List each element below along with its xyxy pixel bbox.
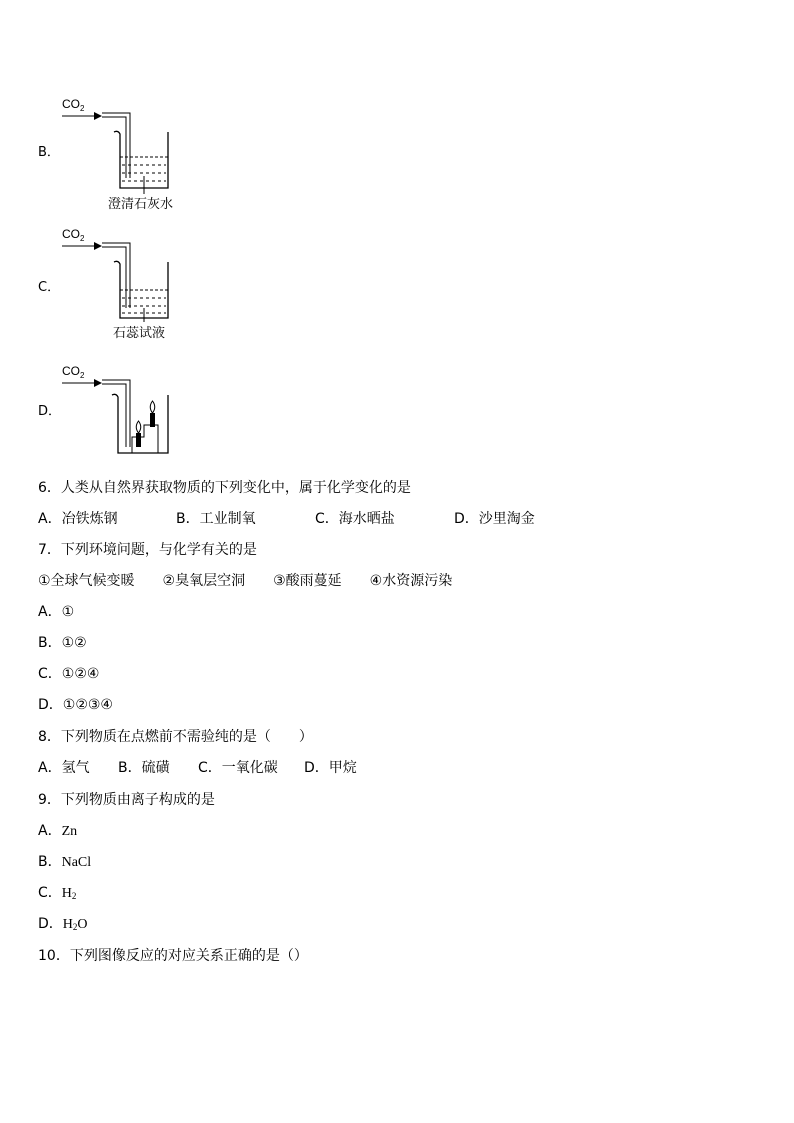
caption-limewater: 澄清石灰水 <box>108 197 174 212</box>
option-prefix: A． <box>38 823 62 839</box>
question-6-option-b[interactable]: B．工业制氧 <box>176 511 256 527</box>
question-7-option-c[interactable]: C．①②④ <box>38 666 100 682</box>
option-formula: $H_2O$ <box>62 917 88 932</box>
lower-candle <box>136 433 141 447</box>
beaker <box>114 131 168 188</box>
option-formula: NaCl <box>61 855 92 870</box>
gas-label: $CO_2$ <box>62 97 85 113</box>
option-d-label: D． <box>38 404 62 419</box>
question-8-stem: 8．下列物质在点燃前不需验纯的是（ ） <box>38 729 313 745</box>
question-8-option-a[interactable]: A．氢气 <box>38 760 90 776</box>
arrow-head <box>94 379 102 387</box>
question-9-option-d[interactable] <box>38 916 88 933</box>
caption-litmus: 石蕊试液 <box>113 326 166 341</box>
question-6-option-a[interactable]: A．冶铁炼钢 <box>38 511 118 527</box>
question-10-stem: 10．下列图像反应的对应关系正确的是（） <box>38 948 308 964</box>
option-formula: Zn <box>61 824 78 839</box>
question-8-option-c[interactable]: C．一氧化碳 <box>198 760 278 776</box>
option-prefix: D． <box>38 916 63 932</box>
step-stand <box>132 425 158 453</box>
beaker-figure-d <box>58 361 198 465</box>
question-9-option-b[interactable] <box>38 854 91 871</box>
option-formula: $H_2$ <box>61 886 77 901</box>
lower-flame <box>136 421 141 433</box>
arrow-head <box>94 112 102 120</box>
question-8-option-d[interactable]: D．甲烷 <box>304 760 357 776</box>
beaker-candles-diagram <box>58 361 198 461</box>
arrow-head <box>94 242 102 250</box>
gas-label: $CO_2$ <box>62 227 85 243</box>
question-7-option-a[interactable]: A．① <box>38 604 75 620</box>
option-b-label: B． <box>38 145 60 160</box>
question-9-stem: 9．下列物质由离子构成的是 <box>38 792 215 808</box>
question-6-option-d[interactable]: D．沙里淘金 <box>454 511 535 527</box>
gas-label: $CO_2$ <box>62 364 85 380</box>
question-7-option-d[interactable]: D．①②③④ <box>38 697 113 713</box>
option-c-label: C． <box>38 280 61 295</box>
question-7-option-b[interactable]: B．①② <box>38 635 87 651</box>
question-9-option-c[interactable] <box>38 885 76 902</box>
delivery-tube-inner <box>102 384 126 447</box>
question-9-option-a[interactable] <box>38 823 77 840</box>
delivery-tube-inner <box>102 247 126 308</box>
option-prefix: B． <box>38 854 62 870</box>
option-prefix: C． <box>38 885 62 901</box>
question-6-stem: 6．人类从自然界获取物质的下列变化中，属于化学变化的是 <box>38 480 411 496</box>
question-8-option-b[interactable]: B．硫磺 <box>118 760 170 776</box>
question-7-stem: 7．下列环境问题，与化学有关的是 <box>38 542 257 558</box>
delivery-tube-inner <box>102 117 126 178</box>
upper-candle <box>150 413 155 427</box>
upper-flame <box>150 401 155 413</box>
question-6-option-c[interactable]: C．海水晒盐 <box>315 511 395 527</box>
question-7-items: ①全球气候变暖 ②臭氧层空洞 ③酸雨蔓延 ④水资源污染 <box>38 573 453 589</box>
